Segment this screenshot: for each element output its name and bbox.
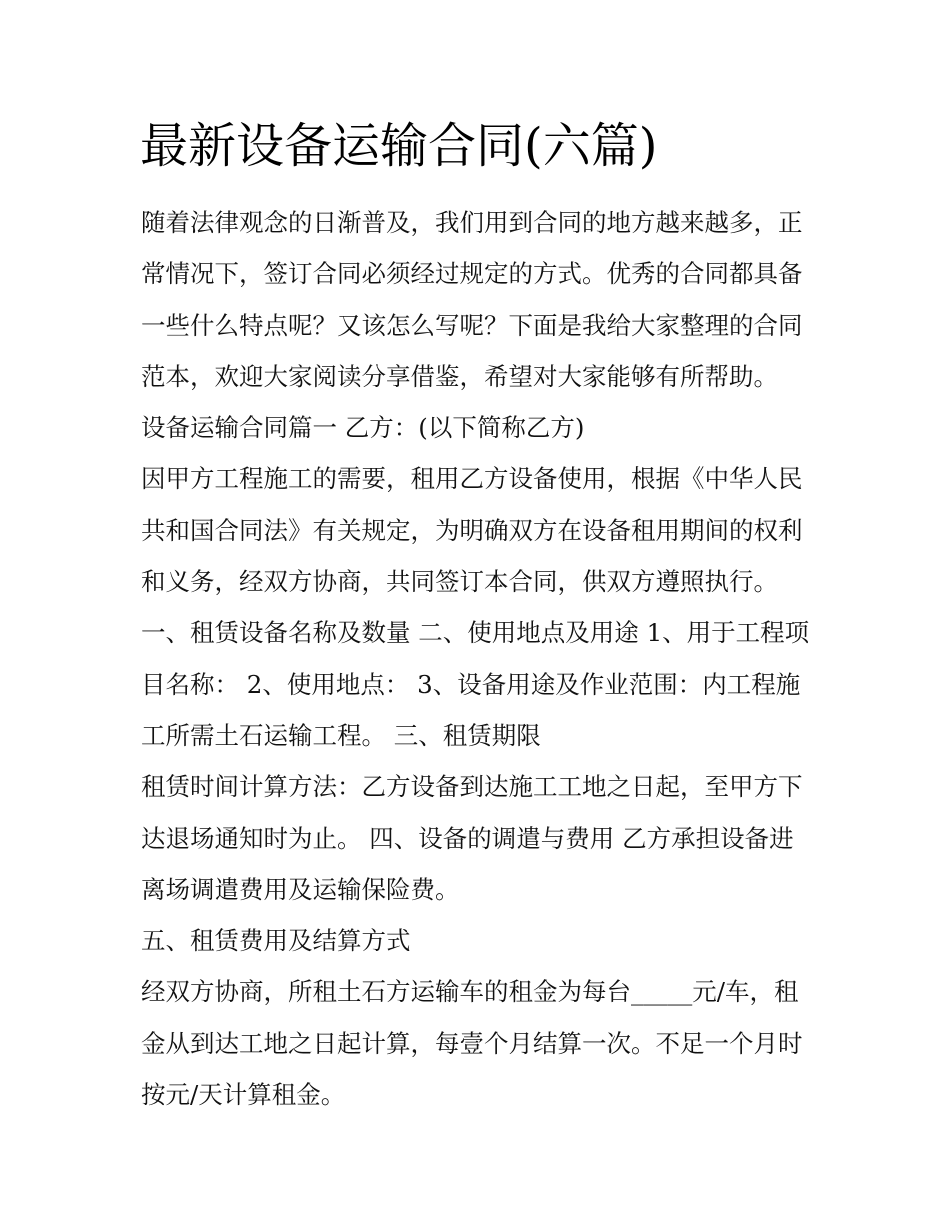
text-line: 共和国合同法》有关规定，为明确双方在设备租用期间的权利: [141, 515, 803, 545]
text-line: 经双方协商，所租土石方运输车的租金为每台_____元/车，租: [141, 977, 799, 1007]
text-line: 工所需土石运输工程。 三、租赁期限: [141, 720, 541, 750]
text-line: 随着法律观念的日渐普及，我们用到合同的地方越来越多，正: [141, 208, 803, 237]
text-line: 达退场通知时为止。 四、设备的调遣与费用 乙方承担设备进: [141, 823, 794, 853]
section-heading: 设备运输合同篇一 乙方：(以下简称乙方): [141, 413, 585, 443]
text-line: 金从到达工地之日起计算，每壹个月结算一次。不足一个月时: [141, 1028, 803, 1058]
section-heading: 五、租赁费用及结算方式: [141, 926, 411, 956]
text-line: 常情况下，签订合同必须经过规定的方式。优秀的合同都具备: [141, 259, 803, 289]
text-line: 因甲方工程施工的需要，租用乙方设备使用，根据《中华人民: [141, 464, 803, 494]
text-line: 目名称： 2、使用地点： 3、设备用途及作业范围：内工程施: [141, 669, 801, 699]
text-line: 范本，欢迎大家阅读分享借鉴，希望对大家能够有所帮助。: [141, 361, 778, 391]
text-line: 离场调遣费用及运输保险费。: [141, 874, 460, 904]
text-line: 按元/天计算租金。: [141, 1080, 346, 1110]
document-body: [141, 197, 813, 1120]
document-title: 最新设备运输合同(六篇): [140, 118, 658, 174]
text-line: 租赁时间计算方法：乙方设备到达施工工地之日起，至甲方下: [141, 772, 803, 802]
text-line: 和义务，经双方协商，共同签订本合同，供双方遵照执行。: [141, 567, 778, 597]
text-line: 一、租赁设备名称及数量 二、使用地点及用途 1、用于工程项: [141, 618, 810, 648]
text-line: 一些什么特点呢？又该怎么写呢？下面是我给大家整理的合同: [141, 310, 803, 340]
